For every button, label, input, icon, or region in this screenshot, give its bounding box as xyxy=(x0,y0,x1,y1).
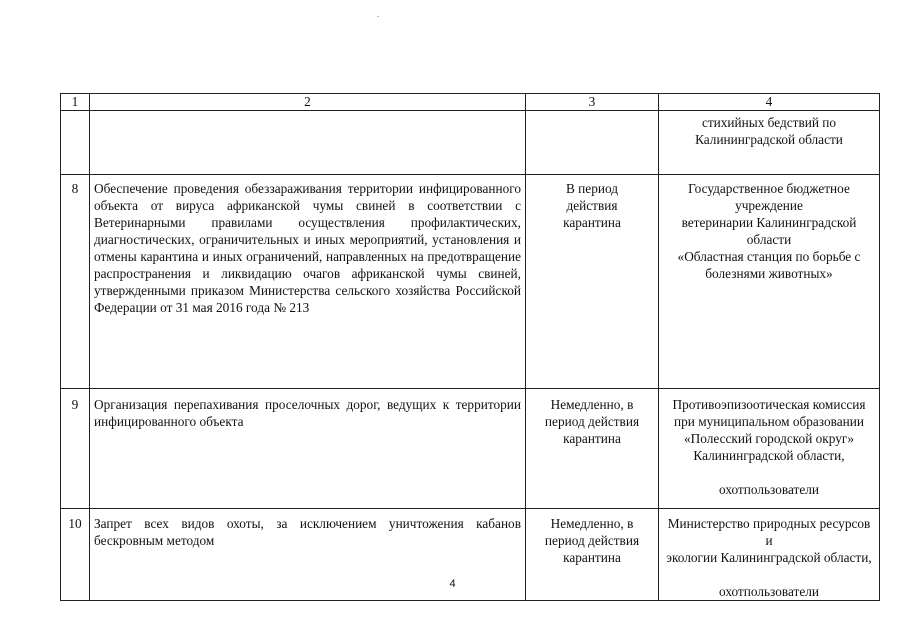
period-line: карантина xyxy=(563,550,621,565)
header-col-2: 2 xyxy=(90,94,526,111)
responsible-spacer xyxy=(663,464,875,481)
table-row xyxy=(61,389,880,509)
responsible-line: Калининградской области xyxy=(695,132,843,147)
period-line: Немедленно, в xyxy=(550,516,634,531)
period-line: период действия xyxy=(544,414,640,429)
responsible-line: при муниципальном образовании xyxy=(674,414,864,429)
table-row-continuation xyxy=(61,111,880,175)
row-number-cell xyxy=(61,111,90,175)
responsible-line: болезнями животных» xyxy=(705,266,833,281)
row-description: Обеспечение проведения обеззараживания территории инфицированного объекта от вируса африканской чумы свиней в соответствии с Ветеринарными правилами осуществления профилактических, диагностических, ограничительных и иных мероприятий, установления и отмены карантина и иных ограничений, направленных на предотвращение распространения и ликвидацию очагов африканской чумы свиней, утвержденными приказом Министерства сельского хозяйства Российской Федерации от 31 мая 2016 года № 213 xyxy=(90,175,526,389)
row-number: 10 xyxy=(61,509,90,601)
responsible-line: Калининградской области, xyxy=(693,448,845,463)
responsible-line: ветеринарии Калининградской области xyxy=(681,215,857,247)
period-line: карантина xyxy=(563,215,621,230)
period-line: карантина xyxy=(563,431,621,446)
responsible-extra: охотпользователи xyxy=(719,584,819,599)
row-responsible xyxy=(659,389,880,509)
responsible-line: Министерство природных ресурсов и xyxy=(667,516,871,548)
measures-table xyxy=(60,93,880,601)
row-responsible xyxy=(659,175,880,389)
responsible-line: «Полесский городской округ» xyxy=(684,431,854,446)
table-row xyxy=(61,175,880,389)
responsible-line: Противоэпизоотическая комиссия xyxy=(672,397,866,412)
row-description-cell xyxy=(90,111,526,175)
row-period xyxy=(526,175,659,389)
page-number: 4 xyxy=(449,578,456,590)
row-period-cell xyxy=(526,111,659,175)
table-header-row xyxy=(61,94,880,111)
responsible-line: стихийных бедствий по xyxy=(701,115,837,130)
responsible-extra: охотпользователи xyxy=(719,482,819,497)
header-col-4: 4 xyxy=(659,94,880,111)
responsible-line: «Областная станция по борьбе с xyxy=(677,249,861,264)
row-description: Организация перепахивания проселочных дорог, ведущих к территории инфицированного объекта xyxy=(90,389,526,509)
row-number: 8 xyxy=(61,175,90,389)
row-period xyxy=(526,389,659,509)
period-line: Немедленно, в xyxy=(550,397,634,412)
period-line: период действия xyxy=(544,533,640,548)
period-line: В период xyxy=(565,181,618,196)
header-col-1: 1 xyxy=(61,94,90,111)
row-number: 9 xyxy=(61,389,90,509)
scan-speck xyxy=(377,16,379,17)
row-description: Запрет всех видов охоты, за исключением уничтожения кабанов бескровным методом xyxy=(90,509,526,601)
header-col-3: 3 xyxy=(526,94,659,111)
responsible-line: экологии Калининградской области, xyxy=(666,550,872,565)
row-responsible-cell xyxy=(659,111,880,175)
responsible-line: Государственное бюджетное учреждение xyxy=(688,181,850,213)
period-line: действия xyxy=(566,198,618,213)
